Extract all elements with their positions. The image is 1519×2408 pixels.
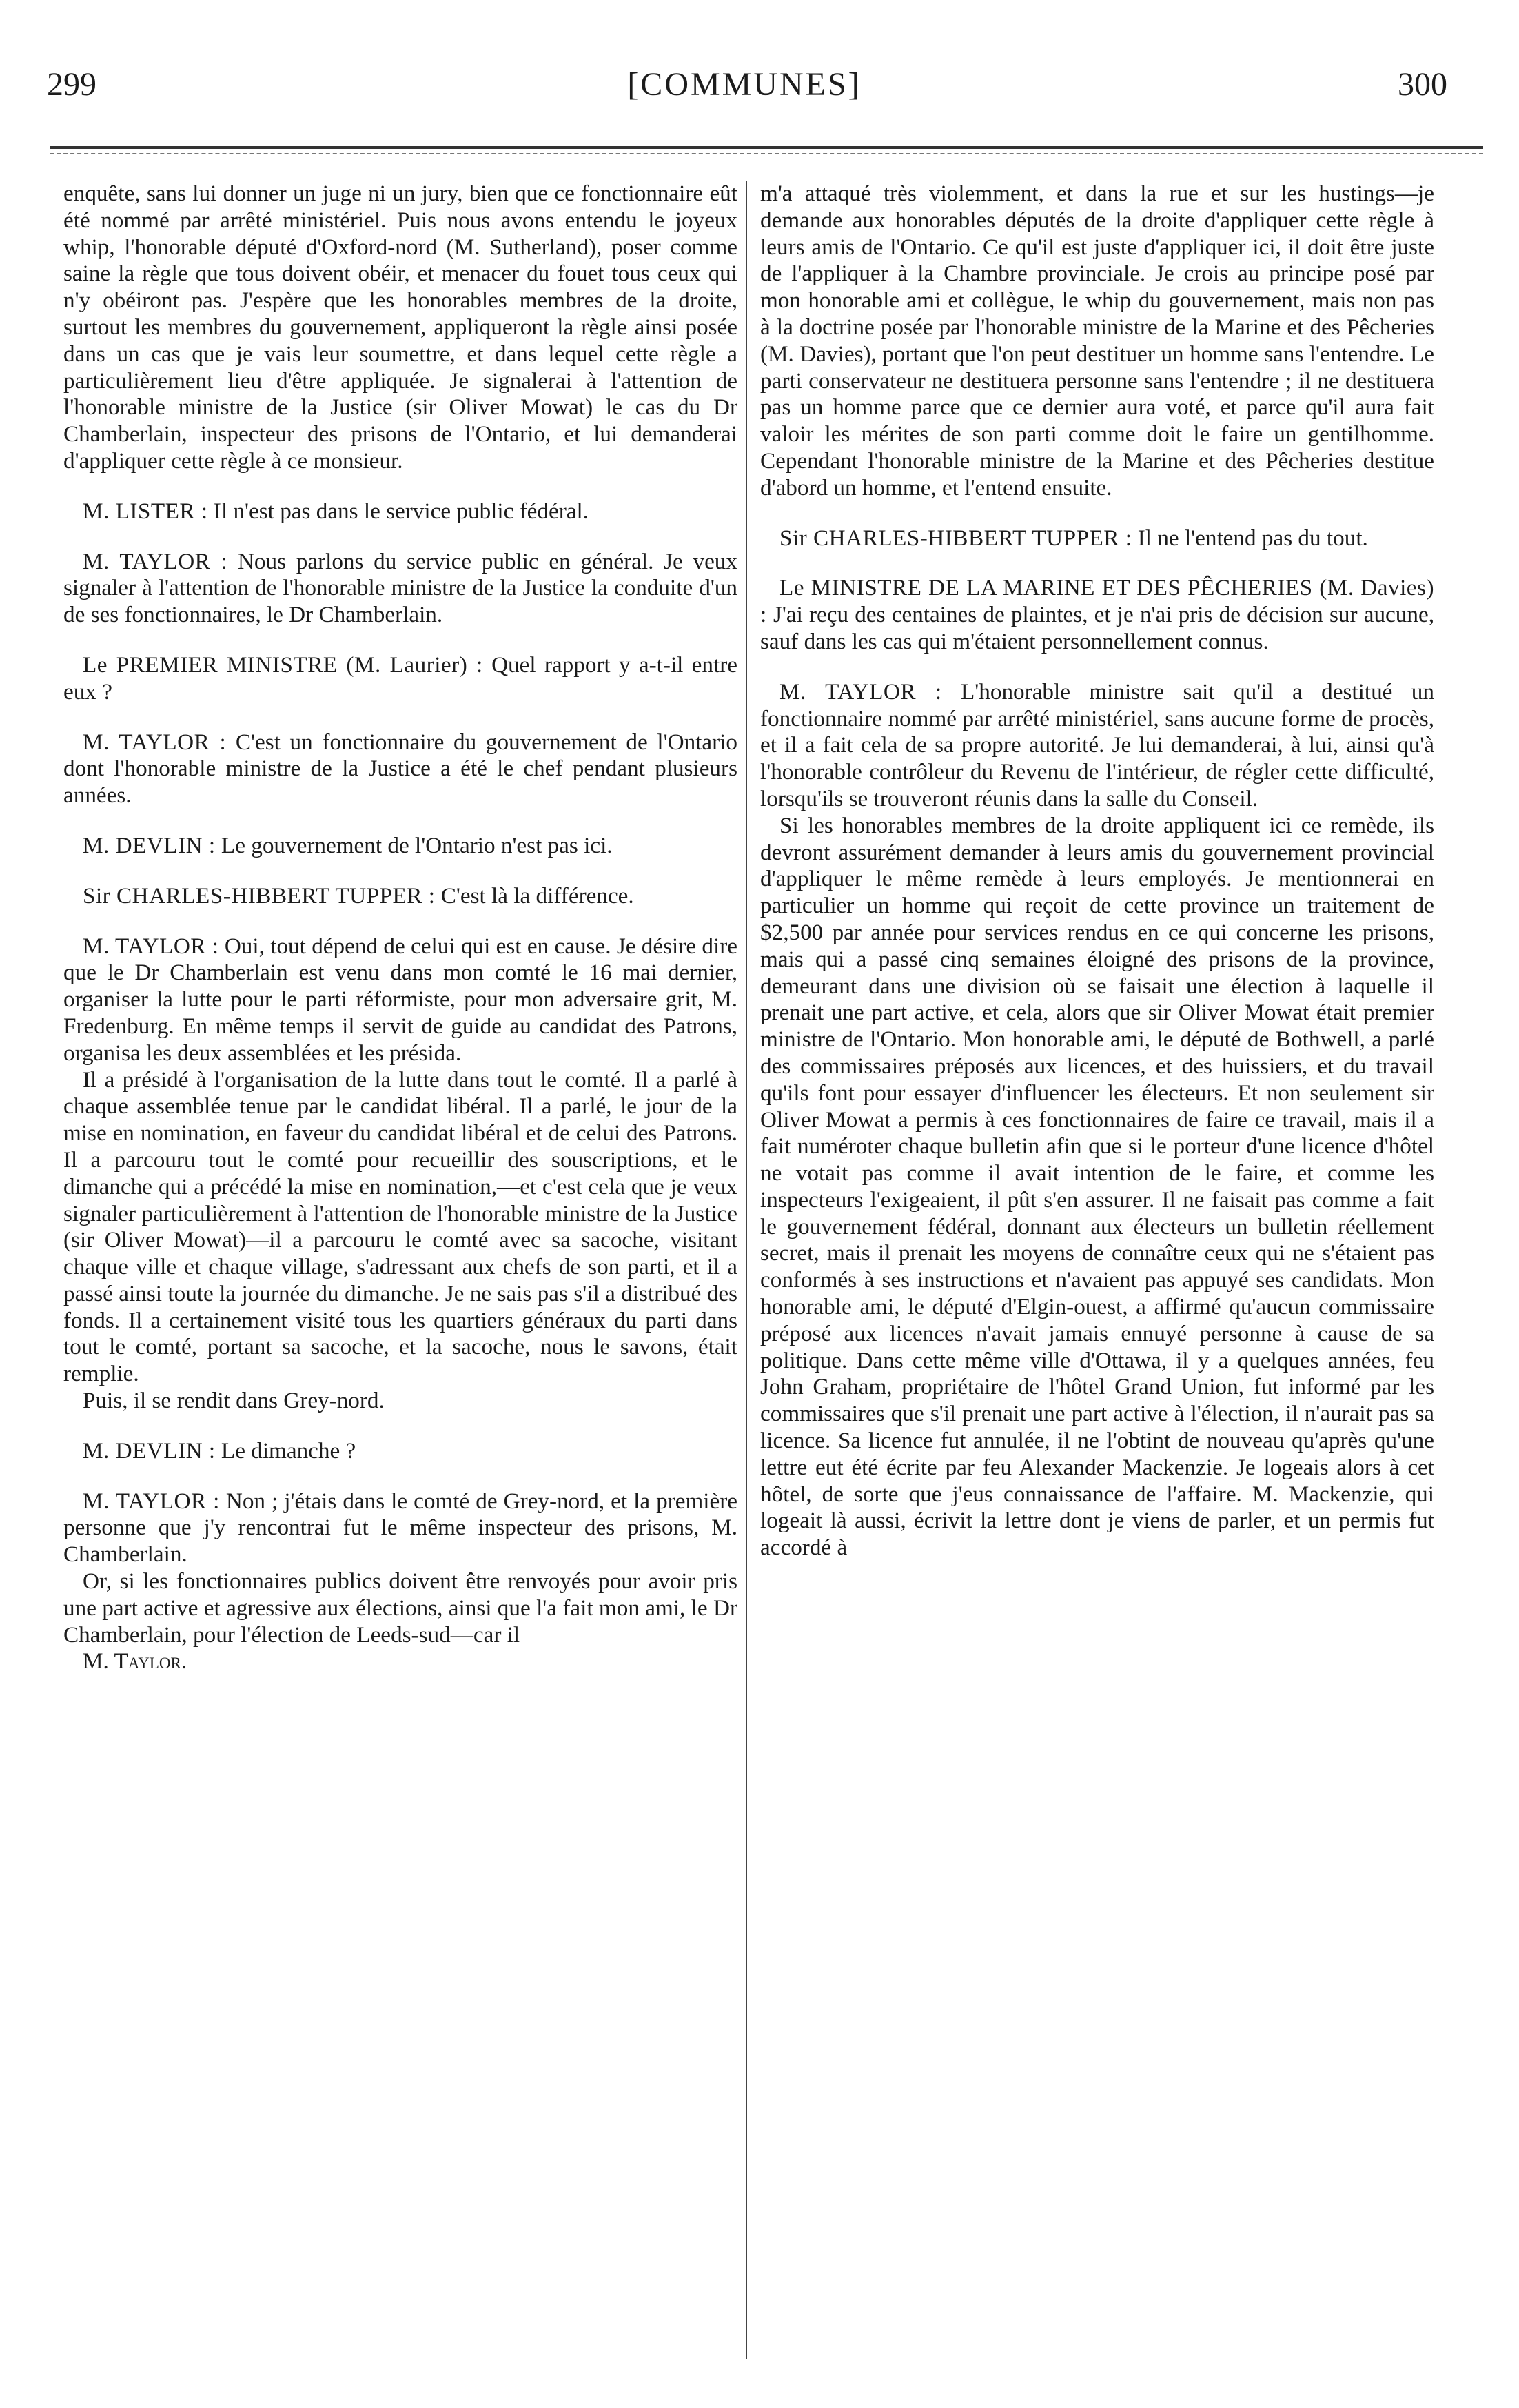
- speech: [63, 1438, 737, 1465]
- speech: [63, 729, 737, 809]
- speech: [63, 833, 737, 860]
- header-rule: [50, 146, 1483, 149]
- speech-text: J'ai reçu des centaines de plaintes, et je n'ai pris de décision sur aucune, sauf dans les cas qui m'étaient personnellement connus.: [760, 602, 1434, 654]
- speaker-name: M. TAYLOR :: [83, 1488, 220, 1514]
- paragraph: Si les honorables membres de la droite appliquent ici ce remède, ils devront assurément demander à leurs amis du gouvernement provincial d'appliquer le même remède à leurs employés. Je mentionnerai en particulier un homme qui reçoit de cette province un traitement de $2,500 par année pour services rendus en ce qui concerne les prisons, mais qui a passé cinq semaines éloigné des prisons de la province, demeurant dans une division où se faisait une élection à laquelle il prenait une part active, et cela, alors que sir Oliver Mowat était premier ministre de l'Ontario. Mon honorable ami, le député de Bothwell, a parlé des commissaires préposés aux licences, et des huissiers, et du travail qu'ils font pour essayer d'influencer les électeurs. Et non seulement sir Oliver Mowat a permis à ces fonctionnaires de faire ce travail, mais il a fait numéroter chaque bulletin afin que si le porteur d'une licence d'hôtel ne votait pas comme il avait intention de le faire, et comme les inspecteurs l'exigeaient, il pût s'en assurer. Il ne faisait pas comme a fait le gouvernement fédéral, donnant aux électeurs un bulletin réellement secret, mais il prenait les moyens de connaître ceux qui ne s'étaient pas conformés à ses instructions et n'avaient pas appuyé ses candidats. Mon honorable ami, le député d'Elgin-ouest, a affirmé qu'aucun commissaire préposé aux licences n'avait jamais ennuyé personne à cause de sa politique. Dans cette même ville d'Ottawa, il y a quelques années, feu John Graham, propriétaire de l'hôtel Grand Union, fut informé par les commissaires que s'il prenait une part active à l'élection, il n'aurait pas sa licence. Sa licence fut annulée, il ne l'obtint de nouveau qu'après qu'une lettre eut été écrite par feu Alexander Mackenzie. Je logeais alors à cet hôtel, de sorte que j'eus connaissance de l'affaire. M. Mackenzie, qui logeait là aussi, écrivit la lettre dont je viens de parler, et un permis fut accordé à: [760, 812, 1434, 1561]
- paragraph: Il a présidé à l'organisation de la lutte dans tout le comté. Il a parlé à chaque assemblée tenue par le candidat libéral. Il a parlé, le jour de la mise en nomination, en faveur du candidat libéral et de celui des Patrons. Il a parcouru tout le comté pour recueillir des souscriptions, et le dimanche qui a précédé la mise en nomination,—et c'est cela que je veux signaler particulièrement à l'attention de l'honorable ministre de la Justice (sir Oliver Mowat)—il a parcouru le comté avec sa sacoche, visitant chaque ville et chaque village, s'adressant aux chefs de son parti, et il a passé ainsi toute la journée du dimanche. Je ne sais pas s'il a distribué des fonds. Il a certainement visité tous les quartiers généraux du parti dans tout le comté, portant sa sacoche, et la sacoche, nous le savons, était remplie.: [63, 1066, 737, 1387]
- speech: [63, 652, 737, 706]
- speech: [760, 575, 1434, 655]
- speaker-name: Sir CHARLES-HIBBERT TUPPER :: [83, 882, 436, 909]
- speech-text: Non ; j'étais dans le comté de Grey-nord, et la première personne que j'y rencontrai fut le même inspecteur des prisons, M. Chamberlain.: [63, 1488, 737, 1568]
- speaker-name: M. TAYLOR :: [83, 548, 228, 574]
- speaker-name: Le PREMIER MINISTRE (M. Laurier) :: [83, 651, 483, 678]
- page-header: [41, 65, 1447, 114]
- right-column: [760, 181, 1434, 2359]
- speech-text: L'honorable ministre sait qu'il a destitué un fonctionnaire nommé par arrêté ministériel, sans aucune forme de procès, et il a fait cela de sa propre autorité. Je lui demanderai, à lui, ainsi qu'à l'honorable contrôleur du Revenu de l'intérieur, de régler cette difficulté, lorsqu'ils se trouveront réunis dans la salle du Conseil.: [760, 678, 1434, 811]
- speech-text: Nous parlons du service public en général. Je veux signaler à l'attention de l'honorable ministre de la Justice la conduite d'un de ses fonctionnaires, le Dr Chamberlain.: [63, 548, 737, 628]
- speaker-name: M. TAYLOR :: [83, 729, 227, 755]
- speech-text: C'est un fonctionnaire du gouvernement de l'Ontario dont l'honorable ministre de la Justice a été le chef pendant plusieurs années.: [63, 729, 737, 809]
- speaker-name: Sir CHARLES-HIBBERT TUPPER :: [779, 525, 1132, 551]
- speaker-name: Le MINISTRE DE LA MARINE ET DES PÊCHERIES (M. Davies) :: [760, 575, 1434, 628]
- speech: [760, 679, 1434, 813]
- speech-text: Oui, tout dépend de celui qui est en cause. Je désire dire que le Dr Chamberlain est venu dans mon comté le 16 mai dernier, organiser la lutte pour le parti réformiste, pour mon adversaire grit, M. Fredenburg. En même temps il servit de guide au candidat des Patrons, organisa les deux assemblées et les présida.: [63, 933, 737, 1066]
- speaker-name: M. TAYLOR :: [83, 933, 219, 959]
- page-number-left: 299: [47, 66, 96, 103]
- speech: [63, 933, 737, 1067]
- speech-text: Le gouvernement de l'Ontario n'est pas ici.: [221, 832, 613, 858]
- speech-text: Le dimanche ?: [221, 1437, 356, 1464]
- paragraph: Or, si les fonctionnaires publics doivent être renvoyés pour avoir pris une part active et agressive aux élections, ainsi que l'a fait mon ami, le Dr Chamberlain, pour l'élection de Leeds-sud—car il: [63, 1568, 737, 1648]
- paragraph: Puis, il se rendit dans Grey-nord.: [83, 1388, 385, 1414]
- speech-text: Quel rapport y a-t-il entre eux ?: [63, 651, 737, 705]
- left-column: [63, 181, 737, 2359]
- speech-text: Il n'est pas dans le service public fédéral.: [213, 498, 589, 524]
- speech-text: Il ne l'entend pas du tout.: [1137, 525, 1368, 551]
- page-number-right: 300: [1398, 66, 1447, 103]
- speech: [63, 549, 737, 629]
- speaker-name: M. DEVLIN :: [83, 832, 216, 858]
- column-divider: [746, 181, 747, 2359]
- speech: [760, 525, 1434, 552]
- speaker-name: M. DEVLIN :: [83, 1437, 216, 1464]
- speech: [63, 1488, 737, 1568]
- paragraph: m'a attaqué très violemment, et dans la rue et sur les hustings—je demande aux honorables députés de la droite d'appliquer cette règle à leurs amis de l'Ontario. Ce qu'il est juste d'appliquer ici, il doit être juste de l'appliquer à la Chambre provinciale. Je crois au principe posé par mon honorable ami et collègue, le whip du gouvernement, mais non pas à la doctrine posée par l'honorable ministre de la Marine et des Pêcheries (M. Davies), portant que l'on peut destituer un homme sans l'entendre. Le parti conservateur ne destituera personne sans l'entendre ; il ne destituera pas un homme parce que ce dernier aura voté, et parce qu'il aura fait valoir les mérites de son parti comme doit le faire un gentilhomme. Cependant l'honorable ministre de la Marine et des Pêcheries destitue d'abord un homme, et l'entend ensuite.: [760, 181, 1434, 500]
- speaker-signature: M. Taylor.: [83, 1648, 187, 1675]
- speech: [63, 498, 737, 525]
- speaker-name: M. TAYLOR :: [779, 678, 942, 705]
- speech-text: C'est là la différence.: [440, 882, 634, 909]
- paragraph: enquête, sans lui donner un juge ni un jury, bien que ce fonctionnaire eût été nommé par arrêté ministériel. Puis nous avons entendu le joyeux whip, l'honorable député d'Oxford-nord (M. Sutherland), poser comme saine la règle que tous doivent obéir, et menacer du fouet tous ceux qui n'y obéiront pas. J'espère que les honorables membres de la droite, surtout les membres du gouvernement, appliqueront la règle ainsi posée dans un cas que je vais leur soumettre, et dans lequel cette règle a particulièrement lieu d'être appliquée. Je signalerai à l'attention de l'honorable ministre de la Justice (sir Oliver Mowat) le cas du Dr Chamberlain, inspecteur des prisons de l'Ontario, et lui demanderai d'appliquer cette règle à ce monsieur.: [63, 181, 737, 474]
- speech: [63, 883, 737, 910]
- speaker-name: M. LISTER :: [83, 498, 208, 524]
- running-title: [COMMUNES]: [627, 66, 862, 103]
- header-rule-dashed: [50, 153, 1483, 154]
